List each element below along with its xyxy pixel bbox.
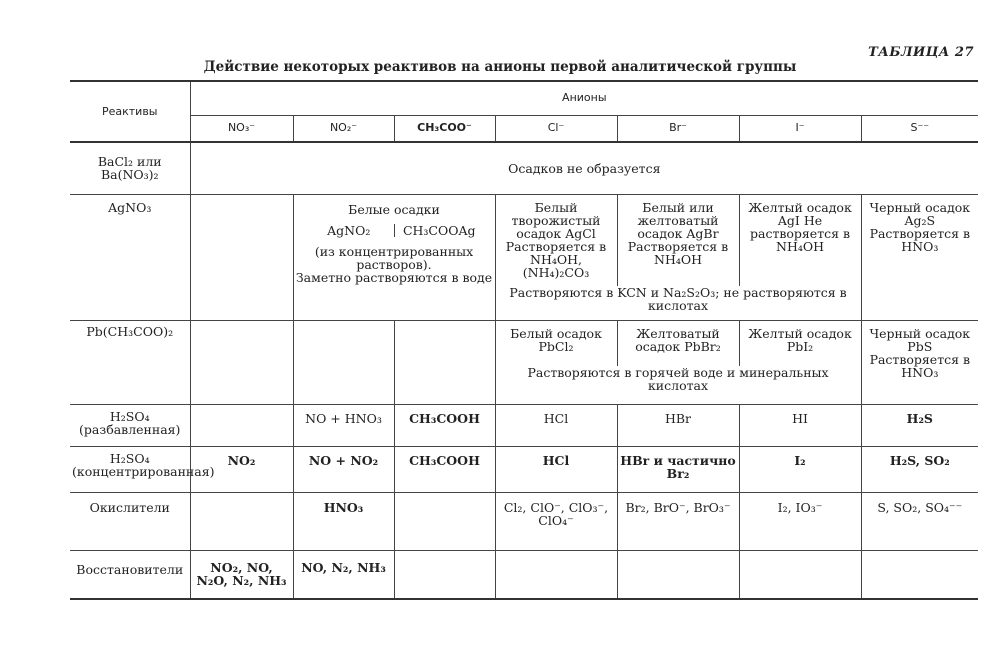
- row-pb-reagent: Pb(CH₃COO)₂: [70, 320, 190, 404]
- table-number: ТАБЛИЦА 27: [868, 45, 974, 60]
- white-note: (из концентрированных растворов).: [314, 243, 474, 272]
- table-title: Действие некоторых реактивов на анионы первой аналитической группы: [203, 59, 797, 75]
- cell-h2so4-conc-br: HBr и частично Br₂: [617, 446, 739, 492]
- cell-red-cl: [495, 550, 617, 599]
- anion-br: Br⁻: [617, 115, 739, 142]
- cell-agno3-white: [293, 194, 495, 320]
- white-title: Белые осадки: [348, 201, 440, 217]
- cell-h2so4-dil-no2: NO + HNO₃: [293, 404, 394, 446]
- cell-h2so4-conc-s: H₂S, SO₂: [861, 446, 978, 492]
- header-anions: Анионы: [190, 81, 978, 115]
- anion-acetate: CH₃COO⁻: [394, 115, 495, 142]
- cell-agno3-no3: [190, 194, 293, 320]
- anion-no2: NO₂⁻: [293, 115, 394, 142]
- cell-pb-no3: [190, 320, 293, 404]
- cell-h2so4-dil-i: HI: [739, 404, 861, 446]
- cell-pb-i: Желтый осадок PbI₂: [739, 320, 861, 366]
- cell-ox-s: S, SO₂, SO₄⁻⁻: [861, 492, 978, 550]
- header-reagents: Реактивы: [70, 81, 190, 142]
- cell-ox-i: I₂, IO₃⁻: [739, 492, 861, 550]
- cell-pb-s: Черный осадок PbS Растворяется в HNO₃: [861, 320, 978, 404]
- cell-agno3-s: Черный осадок Ag₂S Растворяется в HNO₃: [861, 194, 978, 320]
- row-h2so4-conc-reagent: H₂SO₄ (концентрированная): [70, 446, 190, 492]
- cell-pb-cl: Белый осадок PbCl₂: [495, 320, 617, 366]
- white-left: AgNO₂: [304, 224, 395, 237]
- cell-h2so4-conc-no3: NO₂: [190, 446, 293, 492]
- cell-red-i: [739, 550, 861, 599]
- cell-ox-acetate: [394, 492, 495, 550]
- cell-agno3-halide-note: Растворяются в KCN и Na₂S₂O₃; не растворяются в кислотах: [495, 286, 861, 320]
- reagents-table: [70, 80, 978, 600]
- cell-h2so4-dil-no3: [190, 404, 293, 446]
- cell-red-acetate: [394, 550, 495, 599]
- cell-h2so4-dil-s: H₂S: [861, 404, 978, 446]
- cell-agno3-cl: Белый творожистый осадок AgCl Растворяется в NH₄OH, (NH₄)₂CO₃: [495, 194, 617, 286]
- white-dissolve: Заметно растворяются в воде: [295, 270, 493, 285]
- cell-red-br: [617, 550, 739, 599]
- cell-pb-note: Растворяются в горячей воде и минеральных кислотах: [495, 366, 861, 404]
- cell-h2so4-dil-br: HBr: [617, 404, 739, 446]
- cell-h2so4-conc-acetate: CH₃COOH: [394, 446, 495, 492]
- cell-ox-no3: [190, 492, 293, 550]
- cell-agno3-br: Белый или желтоватый осадок AgBr Растворяется в NH₄OH: [617, 194, 739, 286]
- cell-ox-br: Br₂, BrO⁻, BrO₃⁻: [617, 492, 739, 550]
- cell-agno3-i: Желтый осадок AgI Не растворяется в NH₄OH: [739, 194, 861, 286]
- row-bacl2-reagent: BaCl₂ или Ba(NO₃)₂: [70, 142, 190, 194]
- cell-h2so4-conc-no2: NO + NO₂: [293, 446, 394, 492]
- cell-red-s: [861, 550, 978, 599]
- cell-h2so4-dil-acetate: CH₃COOH: [394, 404, 495, 446]
- cell-red-no3: NO₂, NO, N₂O, N₂, NH₃: [190, 550, 293, 599]
- row-bacl2-result: Осадков не образуется: [190, 142, 978, 194]
- cell-pb-br: Желтоватый осадок PbBr₂: [617, 320, 739, 366]
- white-split: [304, 224, 484, 237]
- anion-s: S⁻⁻: [861, 115, 978, 142]
- anion-cl: Cl⁻: [495, 115, 617, 142]
- anion-i: I⁻: [739, 115, 861, 142]
- cell-ox-cl: Cl₂, ClO⁻, ClO₃⁻, ClO₄⁻: [495, 492, 617, 550]
- cell-pb-no2: [293, 320, 394, 404]
- cell-h2so4-dil-cl: HCl: [495, 404, 617, 446]
- anion-no3: NO₃⁻: [190, 115, 293, 142]
- row-ox-reagent: Окислители: [70, 492, 190, 550]
- row-h2so4-dil-reagent: H₂SO₄ (разбавленная): [70, 404, 190, 446]
- cell-red-no2: NO, N₂, NH₃: [293, 550, 394, 599]
- cell-pb-acetate: [394, 320, 495, 404]
- cell-h2so4-conc-cl: HCl: [495, 446, 617, 492]
- cell-h2so4-conc-i: I₂: [739, 446, 861, 492]
- cell-ox-no2: HNO₃: [293, 492, 394, 550]
- white-right: CH₃COOAg: [402, 222, 476, 238]
- row-red-reagent: Восстановители: [70, 550, 190, 599]
- row-agno3-reagent: AgNO₃: [70, 194, 190, 320]
